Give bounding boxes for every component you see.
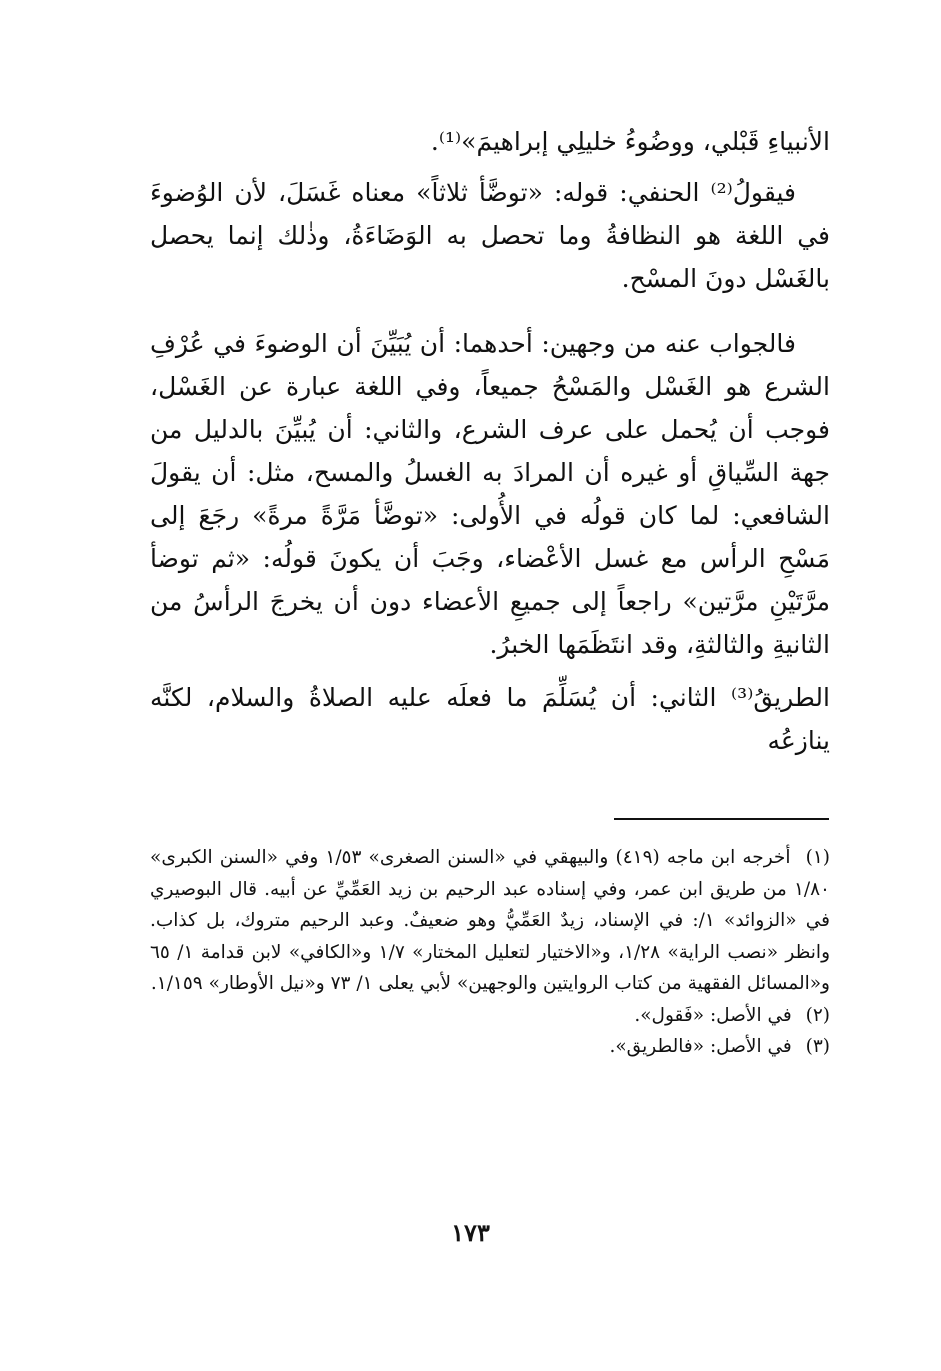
footnote-text: في الأصل: «فالطريق». [609, 1036, 792, 1057]
footnote-3 [150, 1031, 830, 1063]
page-number: ١٧٣ [451, 1218, 490, 1247]
footnote-number: (١) [805, 847, 830, 868]
footnote-1 [150, 842, 830, 1000]
footnote-number: (٢) [805, 1004, 830, 1026]
footnote-2 [150, 1000, 830, 1032]
paragraph-4: الطريقُ⁽³⁾ الثاني: أن يُسَلِّمَ ما فعلَه عليه الصلاةُ والسلام، لكنَّه ينازعُه [150, 683, 830, 755]
footnote-text: في الأصل: «فَقول». [634, 1004, 792, 1026]
paragraph-1: الأنبياءِ قَبْلي، ووضُوءُ خليلِي إبراهيمَ»⁽¹⁾. [430, 127, 830, 156]
paragraph-3: فالجواب عنه من وجهين: أحدهما: أن يُبَيِّنَ أن الوضوءَ في عُرْفِ الشرع هو الغَسْل والمَسْحُ جميعاً، وفي اللغة عبارة عن الغَسْل، فوجب أن يُحمل على عرف الشرع، والثاني: أن يُبيِّنَ بالدليل من جهة السِّياقِ أو غيره أن المرادَ به الغسلُ والمسح، مثل: أن يقولَ الشافعي: لما كان قولُه في الأُولى: «توضَّأ مَرَّةً مرةً» رجَعَ إلى مَسْحِ الرأس مع غسل الأعْضاء، وجَبَ أن يكونَ قولُه: «ثم توضأ مرَّتَيْنِ مرَّتين» راجعاً إلى جميعِ الأعضاء دون أن يخرجَ الرأسُ من الثانيةِ والثالثةِ، وقد انتَظَمَها الخبرُ. [150, 329, 830, 659]
main-text [150, 120, 830, 762]
footnote-separator [614, 818, 829, 820]
footnotes [150, 842, 830, 1063]
paragraph-2: فيقولُ⁽²⁾ الحنفي: قوله: «توضَّأ ثلاثاً» معناه غَسَلَ، لأن الوُضوءَ في اللغة هو النظافةُ وما تحصل به الوَضَاءَةُ، وذٰلك إنما يحصل بالغَسْل دونَ المسْح. [150, 178, 830, 293]
footnote-text: أخرجه ابن ماجه (٤١٩) والبيهقي في «السنن الصغرى» ١/٥٣ وفي «السنن الكبرى» ١/٨٠ من طريق ابن عمر، وفي إسناده عبد الرحيم بن زيد العَمِّيِّ عن أبيه. قال البوصيري في «الزوائد» ١/: في الإسناد، زيدٌ العَمِّيُّ وهو ضعيفٌ. وعبد الرحيم متروك، بل كذاب. وانظر «نصب الراية» ١/٢٨، و«الاختيار لتعليل المختار» ١/٧ و«الكافي» لابن قدامة ١/ ٦٥ و«المسائل الفقهية من كتاب الروايتين والوجهين» لأبي يعلى ١/ ٧٣ و«نيل الأوطار» ١/١٥٩. [150, 847, 830, 994]
footnote-number: (٣) [805, 1036, 830, 1057]
